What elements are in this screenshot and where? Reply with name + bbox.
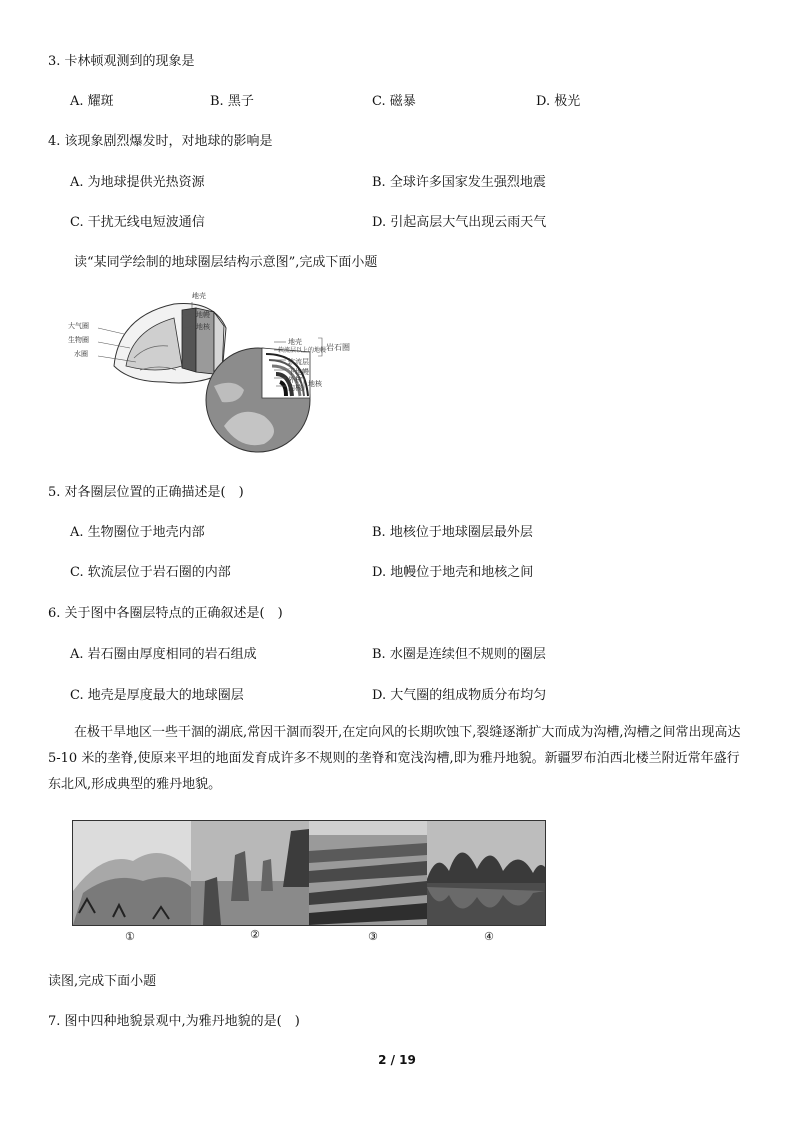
label-core-top: 地核 xyxy=(196,323,210,331)
label-lower-mantle: 下地幔 xyxy=(288,368,309,376)
photo-2-sea-stacks xyxy=(191,821,309,925)
label-outer-core: 外核 xyxy=(288,376,302,384)
question-7-stem: 7. 图中四种地貌景观中,为雅丹地貌的是( ) xyxy=(48,1014,300,1029)
q3-option-a: A. 耀斑 xyxy=(70,94,114,109)
label-hydrosphere: 水圈 xyxy=(74,350,88,358)
q4-option-a: A. 为地球提供光热资源 xyxy=(70,175,205,190)
q4-option-c: C. 干扰无线电短波通信 xyxy=(70,215,205,230)
landform-photos xyxy=(72,820,546,926)
q5-option-c: C. 软流层位于岩石圈的内部 xyxy=(70,565,231,580)
q5-option-b: B. 地核位于地球圈层最外层 xyxy=(372,525,533,540)
label-inner-core: 内核 xyxy=(288,384,302,392)
photos-intro: 读图,完成下面小题 xyxy=(48,974,157,989)
label-crust-right: 地壳 xyxy=(288,338,302,346)
q3-option-d: D. 极光 xyxy=(536,94,581,109)
q3-option-c: C. 磁暴 xyxy=(372,94,416,109)
q6-option-b: B. 水圈是连续但不规则的圈层 xyxy=(372,647,546,662)
earth-structure-diagram xyxy=(64,286,364,456)
label-core-right: 地核 xyxy=(308,380,322,388)
photo-caption-3: ③ xyxy=(368,930,378,943)
question-5-stem: 5. 对各圈层位置的正确描述是( ) xyxy=(48,485,244,500)
photo-caption-2: ② xyxy=(250,928,260,941)
photo-1-desert-dunes xyxy=(73,821,191,925)
q5-option-d: D. 地幔位于地壳和地核之间 xyxy=(372,565,534,580)
photo-4-karst-lake xyxy=(427,821,545,925)
label-lithosphere: 岩石圈 xyxy=(326,343,350,352)
diagram-intro: 读“某同学绘制的地球圈层结构示意图”,完成下面小题 xyxy=(74,255,378,270)
q6-option-a: A. 岩石圈由厚度相同的岩石组成 xyxy=(70,647,257,662)
q4-option-b: B. 全球许多国家发生强烈地震 xyxy=(372,175,546,190)
q3-option-b: B. 黑子 xyxy=(210,94,254,109)
label-above-asthenosphere: 软流层以上的地幔 xyxy=(278,347,327,354)
page-number: 2 / 19 xyxy=(378,1053,416,1067)
yardang-passage: 在极干旱地区一些干涸的湖底,常因干涸而裂开,在定向风的长期吹蚀下,裂缝逐渐扩大而成为沟槽,沟槽之间常出现高达 5-10 米的垄脊,使原来平坦的地面发育成许多不规则的垄脊和宽浅沟槽,即为雅丹地貌。新疆罗布泊西北楼兰附近常年盛行东北风,形成典型的雅丹地貌。 xyxy=(48,725,741,792)
question-6-stem: 6. 关于图中各圈层特点的正确叙述是( ) xyxy=(48,606,283,621)
label-biosphere: 生物圈 xyxy=(68,336,89,344)
q6-option-c: C. 地壳是厚度最大的地球圈层 xyxy=(70,688,244,703)
label-asthenosphere: 软流层 xyxy=(288,358,309,366)
label-mantle-top: 地幔 xyxy=(196,311,210,319)
q6-option-d: D. 大气圈的组成物质分布均匀 xyxy=(372,688,547,703)
question-3-stem: 3. 卡林顿观测到的现象是 xyxy=(48,54,195,69)
q5-option-a: A. 生物圈位于地壳内部 xyxy=(70,525,205,540)
label-crust-top: 地壳 xyxy=(192,292,206,300)
photo-caption-4: ④ xyxy=(484,930,494,943)
photo-3-yardang-ridges xyxy=(309,821,427,925)
photo-caption-1: ① xyxy=(125,930,135,943)
q4-option-d: D. 引起高层大气出现云雨天气 xyxy=(372,215,547,230)
label-atmosphere: 大气圈 xyxy=(68,322,89,330)
question-4-stem: 4. 该现象剧烈爆发时，对地球的影响是 xyxy=(48,134,273,149)
